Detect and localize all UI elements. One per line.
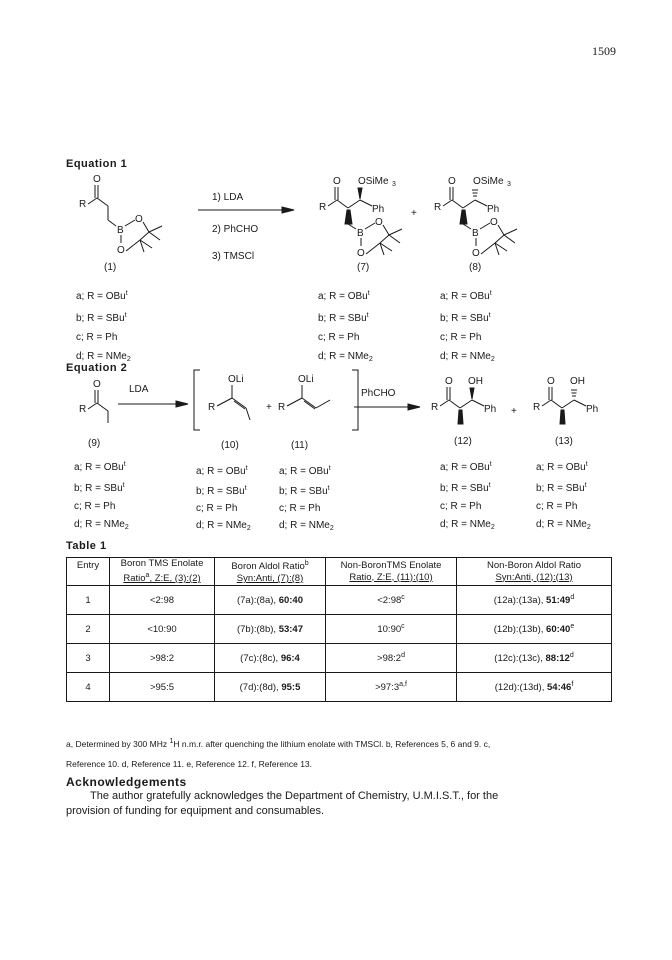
list-item: c; R = Ph <box>196 503 238 514</box>
compound-8-label: (8) <box>469 262 482 273</box>
svg-text:Ph: Ph <box>586 404 599 415</box>
svg-text:R: R <box>319 202 327 213</box>
structure-compound-1 <box>60 170 180 280</box>
compound-11-label: (11) <box>291 440 309 451</box>
svg-text:+: + <box>266 402 272 413</box>
svg-text:OLi: OLi <box>228 374 244 385</box>
reagent-1: 1) LDA <box>212 192 244 203</box>
structure-compound-9 <box>60 375 120 425</box>
reaction-arrow-2 <box>118 399 190 409</box>
list-item: a; R = OBu$^t$ <box>440 290 492 302</box>
compound-8-substituents <box>440 284 495 369</box>
svg-text:Ph: Ph <box>487 204 500 215</box>
compound-7-label: (7) <box>357 262 370 273</box>
svg-text:3: 3 <box>507 181 511 188</box>
svg-text:R: R <box>434 202 442 213</box>
list-item: c; R = Ph <box>74 501 116 512</box>
table-header-row <box>67 558 612 586</box>
col-header-non-boron-tms-enolate: Non-BoronTMS Enolate Ratio, Z:E, (11):(10) <box>326 558 457 586</box>
list-item: c; R = Ph <box>76 332 118 343</box>
cell-boron-tms: <2:98 <box>110 586 215 615</box>
cell-non-boron-aldol: (12a):(13a), 51:49$^d$ <box>457 586 612 615</box>
col-header-boron-tms-enolate: Boron TMS Enolate Ratio$^a$, Z:E, (3):(2) <box>110 558 215 586</box>
compound-10-label: (10) <box>221 440 239 451</box>
cell-entry: 3 <box>67 644 110 673</box>
compound-7-substituents <box>318 284 373 369</box>
cell-entry: 1 <box>67 586 110 615</box>
col-header-boron-aldol-ratio: Boron Aldol Ratio$^b$ Syn:Anti, (7):(8) <box>215 558 326 586</box>
cell-non-boron-tms: 10:90$^c$ <box>326 615 457 644</box>
plus-sign-eq1: + <box>411 208 417 219</box>
svg-text:O: O <box>333 176 341 187</box>
list-item: a; R = OBu$^t$ <box>536 461 588 473</box>
list-item: b; R = SBu$^t$ <box>440 312 491 324</box>
svg-text:O: O <box>117 245 125 256</box>
list-item: c; R = Ph <box>279 503 321 514</box>
list-item: d; R = NMe$_2$ <box>196 520 251 532</box>
list-item: a; R = OBu$^t$ <box>196 465 248 477</box>
reaction-arrow-1 <box>198 205 298 215</box>
svg-text:O: O <box>448 176 456 187</box>
table-row <box>67 615 612 644</box>
svg-text:O: O <box>472 248 480 259</box>
svg-text:OSiMe: OSiMe <box>358 176 389 187</box>
svg-text:OH: OH <box>570 376 585 387</box>
list-item: a; R = OBu$^t$ <box>440 461 492 473</box>
svg-text:B: B <box>357 228 364 239</box>
svg-text:O: O <box>375 217 383 228</box>
table-row <box>67 644 612 673</box>
table-row <box>67 586 612 615</box>
svg-text:B: B <box>117 225 124 236</box>
cell-entry: 2 <box>67 615 110 644</box>
list-item: d; R = NMe$_2$ <box>440 351 495 363</box>
page-number: 1509 <box>592 44 616 58</box>
svg-text:R: R <box>79 199 87 210</box>
structure-compound-12 <box>412 372 512 432</box>
svg-text:O: O <box>135 214 143 225</box>
compound-11-substituents <box>279 460 334 537</box>
list-item: a; R = OBu$^t$ <box>318 290 370 302</box>
reagent-phcho: PhCHO <box>361 388 396 399</box>
equation-1-heading: Equation 1 <box>66 158 128 170</box>
svg-text:O: O <box>490 217 498 228</box>
ack-line: provision of funding for equipment and consumables. <box>66 805 325 817</box>
list-item: d; R = NMe$_2$ <box>76 351 131 363</box>
list-item: b; R = SBu$^t$ <box>279 485 330 497</box>
cell-non-boron-aldol: (12d):(13d), 54:46$^f$ <box>457 673 612 702</box>
equation-2-heading: Equation 2 <box>66 362 128 374</box>
structure-compound-13 <box>514 372 614 432</box>
reagent-3: 3) TMSCl <box>212 251 255 262</box>
col-header-entry: Entry <box>67 558 110 586</box>
svg-text:OSiMe: OSiMe <box>473 176 504 187</box>
compound-9-label: (9) <box>88 438 101 449</box>
compound-1-substituents <box>76 284 131 369</box>
enolate-bracket <box>192 368 362 432</box>
svg-text:O: O <box>547 376 555 387</box>
cell-boron-tms: <10:90 <box>110 615 215 644</box>
cell-entry: 4 <box>67 673 110 702</box>
cell-boron-aldol: (7c):(8c), 96:4 <box>215 644 326 673</box>
list-item: d; R = NMe$_2$ <box>536 519 591 531</box>
compound-1-label: (1) <box>104 262 117 273</box>
svg-text:R: R <box>533 402 541 413</box>
cell-boron-tms: >95:5 <box>110 673 215 702</box>
reagent-lda: LDA <box>129 384 149 395</box>
list-item: d; R = NMe$_2$ <box>440 519 495 531</box>
svg-text:O: O <box>357 248 365 259</box>
list-item: a; R = OBu$^t$ <box>74 461 126 473</box>
svg-text:R: R <box>278 402 286 413</box>
list-item: b; R = SBu$^t$ <box>76 312 127 324</box>
list-item: d; R = NMe$_2$ <box>279 520 334 532</box>
list-item: b; R = SBu$^t$ <box>536 482 587 494</box>
svg-text:OH: OH <box>468 376 483 387</box>
table-row <box>67 673 612 702</box>
list-item: c; R = Ph <box>536 501 578 512</box>
compound-12-label: (12) <box>454 436 472 447</box>
list-item: b; R = SBu$^t$ <box>196 485 247 497</box>
svg-text:R: R <box>79 404 87 415</box>
compound-13-label: (13) <box>555 436 573 447</box>
svg-text:O: O <box>93 379 101 390</box>
ack-line: The author gratefully acknowledges the Department of Chemistry, U.M.I.S.T., for the <box>90 790 499 802</box>
cell-non-boron-tms: $>98:2^d$ <box>326 644 457 673</box>
list-item: c; R = Ph <box>440 501 482 512</box>
table-footnotes <box>66 732 626 774</box>
svg-text:O: O <box>93 174 101 185</box>
cell-non-boron-tms: $>97:3^{a,f}$ <box>326 673 457 702</box>
list-item: d; R = NMe$_2$ <box>318 351 373 363</box>
reagent-2: 2) PhCHO <box>212 224 259 235</box>
compound-13-substituents <box>536 456 591 537</box>
svg-text:O: O <box>445 376 453 387</box>
list-item: c; R = Ph <box>318 332 360 343</box>
col-header-non-boron-aldol-ratio: Non-Boron Aldol Ratio Syn:Anti, (12):(13) <box>457 558 612 586</box>
list-item: d; R = NMe$_2$ <box>74 519 129 531</box>
cell-non-boron-tms: $<2:98^c$ <box>326 586 457 615</box>
footnote-line: Reference 10. d, Reference 11. e, Reference 12. f, Reference 13. <box>66 759 313 769</box>
svg-text:B: B <box>472 228 479 239</box>
cell-boron-tms: >98:2 <box>110 644 215 673</box>
compound-10-substituents <box>196 460 251 537</box>
svg-text:Ph: Ph <box>372 204 385 215</box>
cell-boron-aldol: (7d):(8d), 95:5 <box>215 673 326 702</box>
cell-non-boron-aldol: (12b):(13b), 60:40e <box>457 615 612 644</box>
acknowledgements-heading: Acknowledgements <box>66 775 187 789</box>
acknowledgements-body <box>66 789 626 819</box>
list-item: c; R = Ph <box>440 332 482 343</box>
table-1-heading: Table 1 <box>66 540 107 552</box>
svg-text:Ph: Ph <box>484 404 497 415</box>
list-item: b; R = SBu$^t$ <box>440 482 491 494</box>
cell-boron-aldol: (7a):(8a), 60:40 <box>215 586 326 615</box>
list-item: b; R = SBu$^t$ <box>318 312 369 324</box>
list-item: a; R = OBu$^t$ <box>76 290 128 302</box>
cell-non-boron-aldol: (12c):(13c), 88:12$^d$ <box>457 644 612 673</box>
svg-text:R: R <box>208 402 216 413</box>
compound-9-substituents <box>74 456 129 537</box>
list-item: b; R = SBu$^t$ <box>74 482 125 494</box>
compound-12-substituents <box>440 456 495 537</box>
svg-text:3: 3 <box>392 181 396 188</box>
footnote-line: a, Determined by 300 MHz $^1$H n.m.r. after quenching the lithium enolate with TMSCl. b, References 5, 6 and 9. c, <box>66 738 491 749</box>
results-table <box>66 557 612 702</box>
cell-boron-aldol: (7b):(8b), 53:47 <box>215 615 326 644</box>
plus-sign-eq2: + <box>511 406 517 417</box>
svg-text:R: R <box>431 402 439 413</box>
svg-text:OLi: OLi <box>298 374 314 385</box>
list-item: a; R = OBu$^t$ <box>279 465 331 477</box>
